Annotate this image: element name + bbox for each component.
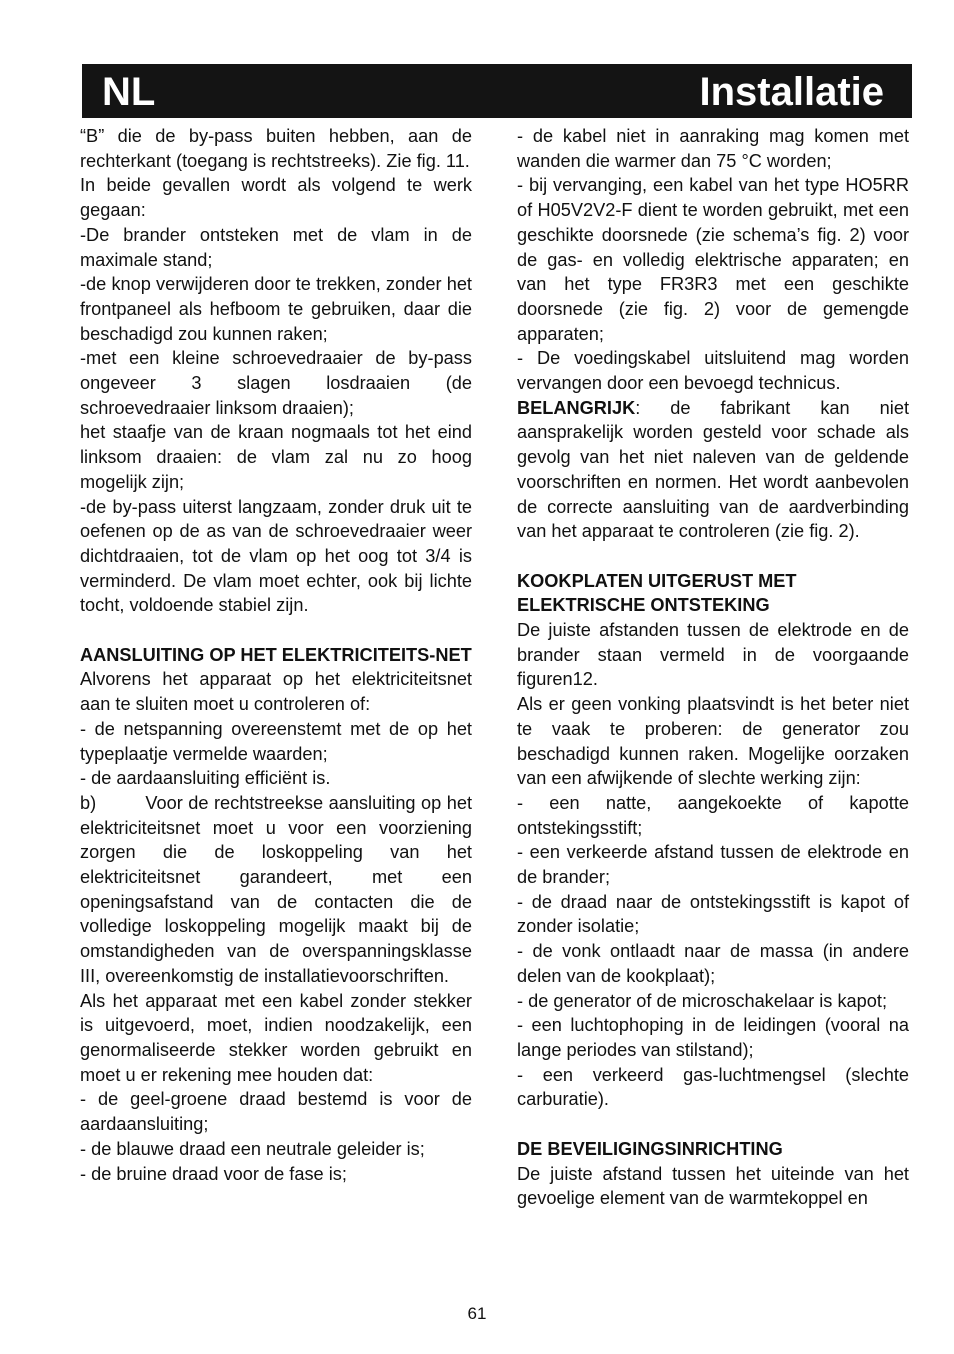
spacer (517, 1112, 909, 1137)
paragraph: - de kabel niet in aanraking mag komen met wanden die warmer dan 75 °C worden; (517, 126, 909, 171)
paragraph: “B” die de by-pass buiten hebben, aan de rechterkant (toegang is rechtstreeks). Zie fig. 11. (80, 126, 472, 171)
paragraph: - de blauwe draad een neutrale geleider is; (80, 1138, 425, 1159)
paragraph: - de geel-groene draad bestemd is voor de aardaansluiting; (80, 1089, 472, 1135)
paragraph: Alvorens het apparaat op het elektriciteitsnet aan te sluiten moet u controleren of: (80, 669, 472, 715)
paragraph: - de netspanning overeenstemt met de op het typeplaatje vermelde waarden; (80, 718, 472, 764)
paragraph: -met een kleine schroevedraaier de by-pass ongeveer 3 slagen losdraaien (de schroevedraaier linksom draaien); (80, 348, 472, 418)
paragraph: - de generator of de microschakelaar is kapot; (517, 990, 888, 1011)
right-column (517, 124, 909, 1211)
section-heading: DE BEVEILIGINGSINRICHTING (517, 1138, 783, 1159)
paragraph: Als het apparaat met een kabel zonder stekker is uitgevoerd, moet, indien noodzakelijk, een genormaliseerde stekker worden gebruikt en moet u er rekening mee houden dat: (80, 990, 472, 1085)
paragraph: De juiste afstanden tussen de elektrode en de brander staan vermeld in de voorgaande figuren12. (517, 620, 909, 690)
paragraph: - een natte, aangekoekte of kapotte ontstekingsstift; (517, 792, 909, 838)
paragraph: b) Voor de rechtstreekse aansluiting op het elektriciteitsnet moet u voor een voorziening zorgen die de loskoppeling van het elektriciteitsnet garandeert, met een openingsafstand van de contacten die de volledige loskoppeling mogelijk maakt bij de omstandigheden van de overspanningsklasse III, overeenkomstig de installatievoorschriften. (80, 792, 478, 986)
paragraph: -de knop verwijderen door te trekken, zonder het frontpaneel als hefboom te gebruiken, daar die beschadigd zou kunnen raken; (80, 274, 472, 344)
spacer (80, 618, 472, 643)
language-code: NL (102, 70, 156, 114)
paragraph: - een verkeerd gas-luchtmengsel (slechte carburatie). (517, 1064, 909, 1110)
paragraph: - een luchtophoping in de leidingen (vooral na lange periodes van stilstand); (517, 1015, 909, 1060)
paragraph: De juiste afstand tussen het uiteinde van het gevoelige element van de warmtekoppel en (517, 1163, 909, 1209)
paragraph: In beide gevallen wordt als volgend te werk gegaan: (80, 175, 472, 221)
paragraph: - de aardaansluiting efficiënt is. (80, 768, 331, 789)
paragraph: - de draad naar de ontstekingsstift is kapot of zonder isolatie; (517, 891, 909, 937)
page-header (82, 64, 912, 118)
paragraph: -de by-pass uiterst langzaam, zonder druk uit te oefenen op de as van de schroevedraaier weer dichtdraaien, tot de vlam op het oog tot 3/4 is verminderd. De vlam moet echter, ook bij lichte tocht, voldoende stabiel zijn. (80, 496, 472, 616)
left-column (80, 124, 478, 1186)
important-text: : de fabrikant kan niet aansprakelijk worden gesteld voor schade als gevolg van het niet naleven van de geldende voorschriften en normen. Het wordt aanbevolen de correcte aansluiting van de aardverbinding van het apparaat te controleren (zie fig. 2). (517, 397, 909, 542)
paragraph: Als er geen vonking plaatsvindt is het beter niet te vaak te proberen: de generator zou beschadigd kunnen raken. Mogelijke oorzaken van een afwijkende of slechte werking zijn: (517, 694, 909, 789)
spacer (517, 544, 909, 569)
paragraph: het staafje van de kraan nogmaals tot het eind linksom draaien: de vlam zal nu zo hoog mogelijk zijn; (80, 422, 472, 492)
page-number: 61 (467, 1304, 487, 1323)
paragraph: - een verkeerde afstand tussen de elektrode en de brander; (517, 842, 909, 888)
paragraph: - bij vervanging, een kabel van het type HO5RR of H05V2V2-F dient te worden gebruikt, met een geschikte doorsnede (zie schema’s fig. 2) voor de gas- en volledig elektrische apparaten; en van het type FR3R3 met een geschikte doorsnede (zie fig. 2) voor de gemengde apparaten; (517, 175, 909, 344)
page-title: Installatie (699, 70, 884, 114)
paragraph: - de vonk ontlaadt naar de massa (in andere delen van de kookplaat); (517, 941, 909, 986)
paragraph: -De brander ontsteken met de vlam in de maximale stand; (80, 224, 472, 270)
paragraph (517, 396, 909, 544)
section-heading: KOOKPLATEN UITGERUST MET ELEKTRISCHE ONTSTEKING (517, 570, 797, 616)
paragraph: - De voedingskabel uitsluitend mag worden vervangen door een bevoegd technicus. (517, 348, 909, 394)
section-heading: AANSLUITING OP HET ELEKTRICITEITS-NET (80, 644, 472, 665)
important-label: BELANGRIJK (517, 397, 636, 418)
paragraph: - de bruine draad voor de fase is; (80, 1163, 347, 1184)
